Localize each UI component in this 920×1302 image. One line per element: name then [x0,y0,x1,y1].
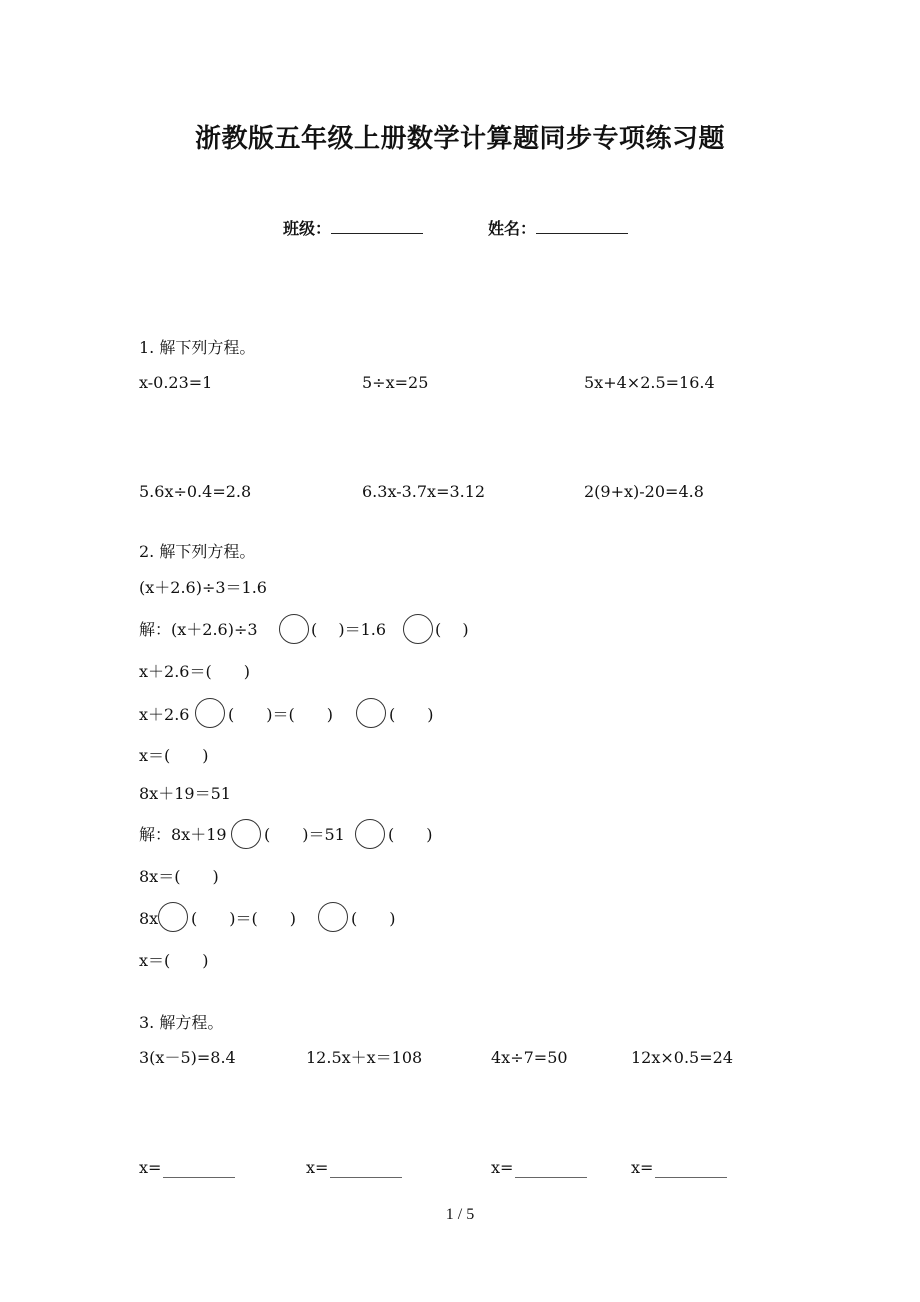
operator-circle[interactable] [279,614,309,644]
equation-1-1: x-0.23=1 [139,373,213,392]
problem2-step2: 8x＝( ) [139,867,219,886]
section1-heading: 1. 解下列方程。 [139,338,256,357]
problem2-step1-mid: ( )＝51 [264,825,345,844]
problem1-equation: (x＋2.6)÷3＝1.6 [139,578,267,597]
page-title: 浙教版五年级上册数学计算题同步专项练习题 [194,124,725,154]
problem1-step3-left: x＋2.6 [139,705,190,724]
answer-blank[interactable] [655,1163,727,1178]
problem2-step3-mid: ( )＝( ) [191,909,296,928]
name-blank[interactable] [536,232,628,234]
answer-blank[interactable] [330,1163,402,1178]
answer-4 [631,1158,727,1178]
answer-2 [306,1158,402,1178]
problem2-step1-left: 解：8x＋19 [139,825,227,844]
problem1-step3-mid: ( )＝( ) [228,705,333,724]
section3-heading: 3. 解方程。 [139,1013,224,1032]
operator-circle[interactable] [231,819,261,849]
section2-heading: 2. 解下列方程。 [139,542,256,561]
problem1-step1-right: ( ) [435,620,469,639]
answer-label: x= [306,1158,329,1177]
equation-3-4: 12x×0.5=24 [631,1048,733,1067]
equation-3-1: 3(x－5)=8.4 [139,1048,236,1067]
answer-label: x= [139,1158,162,1177]
class-label: 班级： [283,219,332,238]
operator-circle[interactable] [355,819,385,849]
name-label: 姓名： [488,219,537,238]
problem2-step4: x＝( ) [139,951,209,970]
answer-3 [491,1158,587,1178]
equation-1-2: 5÷x=25 [362,373,429,392]
problem1-step1-left: 解：(x＋2.6)÷3 [139,620,258,639]
equation-1-3: 5x+4×2.5=16.4 [584,373,715,392]
operator-circle[interactable] [158,902,188,932]
operator-circle[interactable] [356,698,386,728]
problem1-step3-right: ( ) [389,705,434,724]
answer-label: x= [631,1158,654,1177]
problem1-step1-mid: ( )＝1.6 [311,620,387,639]
operator-circle[interactable] [403,614,433,644]
answer-blank[interactable] [163,1163,235,1178]
answer-blank[interactable] [515,1163,587,1178]
equation-3-3: 4x÷7=50 [491,1048,568,1067]
page-number: 1 / 5 [445,1206,475,1223]
problem2-step3-right: ( ) [351,909,396,928]
answer-label: x= [491,1158,514,1177]
class-blank[interactable] [331,232,423,234]
problem1-step4: x＝( ) [139,746,209,765]
name-field [488,216,628,239]
equation-1-4: 5.6x÷0.4=2.8 [139,482,252,501]
problem1-step2: x＋2.6＝( ) [139,662,250,681]
operator-circle[interactable] [195,698,225,728]
problem2-step3-left: 8x [139,909,159,928]
equation-1-6: 2(9+x)-20=4.8 [584,482,704,501]
equation-3-2: 12.5x＋x＝108 [306,1048,423,1067]
class-field [283,216,423,239]
answer-1 [139,1158,235,1178]
equation-1-5: 6.3x-3.7x=3.12 [362,482,486,501]
problem2-equation: 8x＋19＝51 [139,784,231,803]
operator-circle[interactable] [318,902,348,932]
problem2-step1-right: ( ) [388,825,433,844]
